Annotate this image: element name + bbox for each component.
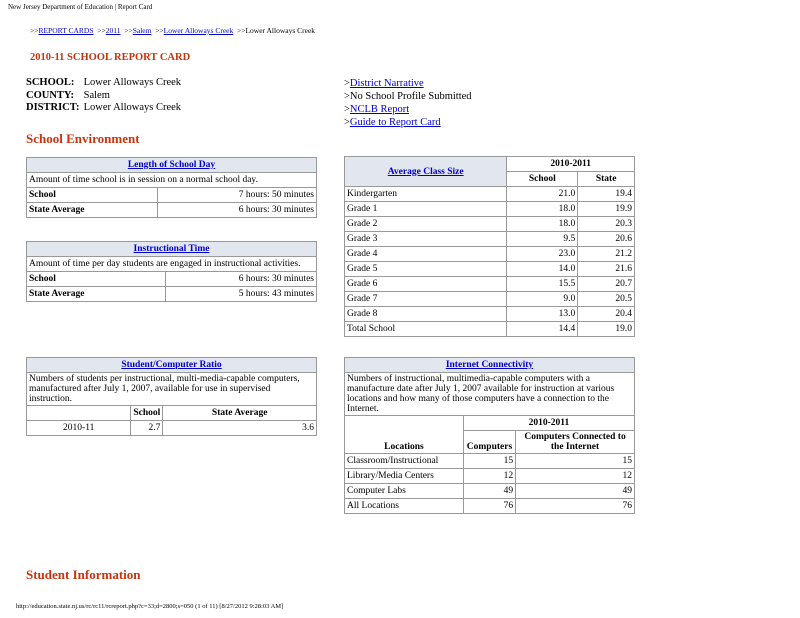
state-cell: 20.5: [578, 292, 635, 307]
ratio-col-school: School: [131, 406, 163, 421]
table-row: [345, 262, 635, 277]
row-label: State Average: [27, 203, 158, 218]
page-title: 2010-11 SCHOOL REPORT CARD: [30, 52, 191, 63]
guide-link[interactable]: Guide to Report Card: [349, 117, 441, 128]
instructional-time-desc: Amount of time per day students are engaged in instructional activities.: [27, 257, 317, 272]
district-label: DISTRICT:: [26, 102, 80, 113]
breadcrumb-sep: >>: [30, 26, 39, 35]
class-size-year: 2010-2011: [507, 157, 635, 172]
school-cell: 18.0: [507, 217, 578, 232]
length-of-day-desc: Amount of time school is in session on a normal school day.: [27, 173, 317, 188]
location-cell: Library/Media Centers: [345, 469, 464, 484]
state-cell: 20.4: [578, 307, 635, 322]
instructional-time-header: [27, 242, 317, 257]
school-name: Lower Alloways Creek: [83, 77, 182, 88]
location-cell: Classroom/Instructional: [345, 454, 464, 469]
state-cell: 19.0: [578, 322, 635, 337]
table-row: [27, 421, 317, 436]
row-value: 6 hours: 30 minutes: [157, 203, 317, 218]
school-cell: 15.5: [507, 277, 578, 292]
connected-cell: 12: [516, 469, 635, 484]
grade-cell: Total School: [345, 322, 507, 337]
side-links: >District Narrative >No School Profile Submitted >NCLB Report >Guide to Report Card: [344, 78, 472, 128]
breadcrumb-sep: >>: [97, 26, 106, 35]
county-name: Salem: [83, 89, 110, 101]
grade-cell: Grade 3: [345, 232, 507, 247]
breadcrumb-sep: >>: [237, 26, 246, 35]
ratio-link[interactable]: Student/Computer Ratio: [121, 360, 222, 370]
ratio-state-value: 3.6: [163, 421, 317, 436]
ratio-desc: Numbers of students per instructional, multi-media-capable computers, manufactured after July 1, 2007, available for use in supervised instruction.: [27, 373, 317, 406]
internet-header: [345, 358, 635, 373]
table-row: [27, 203, 317, 218]
table-row: [345, 454, 635, 469]
table-row: [345, 307, 635, 322]
table-row: [345, 232, 635, 247]
state-cell: 21.2: [578, 247, 635, 262]
breadcrumb: [30, 26, 315, 35]
student-computer-ratio-table: [26, 357, 317, 436]
internet-connectivity-table: [344, 357, 635, 514]
table-row: [345, 469, 635, 484]
breadcrumb-year[interactable]: 2011: [105, 26, 121, 35]
ratio-header: [27, 358, 317, 373]
school-cell: 14.0: [507, 262, 578, 277]
col-connected: Computers Connected to the Internet: [516, 431, 635, 454]
breadcrumb-district[interactable]: Lower Alloways Creek: [163, 26, 234, 35]
class-size-link[interactable]: Average Class Size: [387, 166, 464, 177]
school-info: [26, 77, 181, 115]
location-cell: All Locations: [345, 499, 464, 514]
school-label: SCHOOL:: [26, 77, 75, 88]
school-cell: 14.4: [507, 322, 578, 337]
school-cell: 18.0: [507, 202, 578, 217]
breadcrumb-sep: >>: [155, 26, 164, 35]
table-row: [345, 247, 635, 262]
length-of-day-header: [27, 158, 317, 173]
browser-header: New Jersey Department of Education | Report Card: [8, 3, 153, 11]
school-cell: 9.0: [507, 292, 578, 307]
table-row: [345, 202, 635, 217]
row-value: 7 hours: 50 minutes: [157, 188, 317, 203]
school-cell: 23.0: [507, 247, 578, 262]
col-state: State: [578, 172, 635, 187]
page-footer-url: http://education.state.nj.us/rc/rc11/rcreport.php?c=33;d=2800;s=050 (1 of 11) [8/27/2012 9:28:03 AM]: [16, 603, 284, 610]
district-name: Lower Alloways Creek: [83, 102, 182, 113]
section-school-environment: School Environment: [26, 131, 140, 146]
location-cell: Computer Labs: [345, 484, 464, 499]
connected-cell: 15: [516, 454, 635, 469]
row-label: School: [27, 272, 166, 287]
internet-desc: Numbers of instructional, multimedia-capable computers with a manufacture date after July 1, 2007 available for instruction at various locations and how many of those computers have a connection to the Internet.: [345, 373, 635, 416]
length-of-day-link[interactable]: Length of School Day: [127, 160, 216, 170]
nclb-report-link[interactable]: NCLB Report: [349, 104, 410, 115]
length-of-day-table: [26, 157, 317, 218]
internet-link[interactable]: Internet Connectivity: [445, 360, 534, 370]
table-row: [27, 188, 317, 203]
connected-cell: 76: [516, 499, 635, 514]
grade-cell: Kindergarten: [345, 187, 507, 202]
state-cell: 20.6: [578, 232, 635, 247]
table-row: [27, 272, 317, 287]
state-cell: 20.7: [578, 277, 635, 292]
internet-year: 2010-2011: [463, 416, 634, 431]
county-label: COUNTY:: [26, 89, 75, 101]
state-cell: 19.4: [578, 187, 635, 202]
table-row: [345, 322, 635, 337]
grade-cell: Grade 8: [345, 307, 507, 322]
ratio-col-state: State Average: [163, 406, 317, 421]
col-computers: Computers: [463, 431, 515, 454]
breadcrumb-report-cards[interactable]: REPORT CARDS: [38, 26, 94, 35]
ratio-school-value: 2.7: [131, 421, 163, 436]
grade-cell: Grade 1: [345, 202, 507, 217]
table-row: [345, 499, 635, 514]
grade-cell: Grade 4: [345, 247, 507, 262]
school-cell: 9.5: [507, 232, 578, 247]
school-cell: 13.0: [507, 307, 578, 322]
class-size-table: [344, 156, 635, 337]
instructional-time-table: [26, 241, 317, 302]
state-cell: 21.6: [578, 262, 635, 277]
row-label: School: [27, 188, 158, 203]
computers-cell: 15: [463, 454, 515, 469]
table-row: [27, 287, 317, 302]
state-cell: 20.3: [578, 217, 635, 232]
row-value: 5 hours: 43 minutes: [166, 287, 317, 302]
col-school: School: [507, 172, 578, 187]
table-row: [345, 187, 635, 202]
row-label: State Average: [27, 287, 166, 302]
district-narrative-link[interactable]: District Narrative: [349, 78, 424, 89]
section-student-information: Student Information: [26, 567, 141, 582]
grade-cell: Grade 6: [345, 277, 507, 292]
grade-cell: Grade 7: [345, 292, 507, 307]
row-value: 6 hours: 30 minutes: [166, 272, 317, 287]
computers-cell: 12: [463, 469, 515, 484]
table-row: [345, 484, 635, 499]
table-row: [345, 292, 635, 307]
computers-cell: 49: [463, 484, 515, 499]
class-size-header: [345, 157, 507, 187]
col-locations: Locations: [345, 416, 464, 454]
ratio-year: 2010-11: [27, 421, 131, 436]
grade-cell: Grade 5: [345, 262, 507, 277]
table-row: [345, 217, 635, 232]
no-profile-text: No School Profile Submitted: [349, 91, 472, 102]
table-row: [345, 277, 635, 292]
breadcrumb-county[interactable]: Salem: [132, 26, 152, 35]
state-cell: 19.9: [578, 202, 635, 217]
school-cell: 21.0: [507, 187, 578, 202]
ratio-blank-header: [27, 406, 131, 421]
computers-cell: 76: [463, 499, 515, 514]
breadcrumb-current: Lower Alloways Creek: [245, 26, 316, 35]
grade-cell: Grade 2: [345, 217, 507, 232]
instructional-time-link[interactable]: Instructional Time: [133, 244, 210, 254]
connected-cell: 49: [516, 484, 635, 499]
breadcrumb-sep: >>: [124, 26, 133, 35]
